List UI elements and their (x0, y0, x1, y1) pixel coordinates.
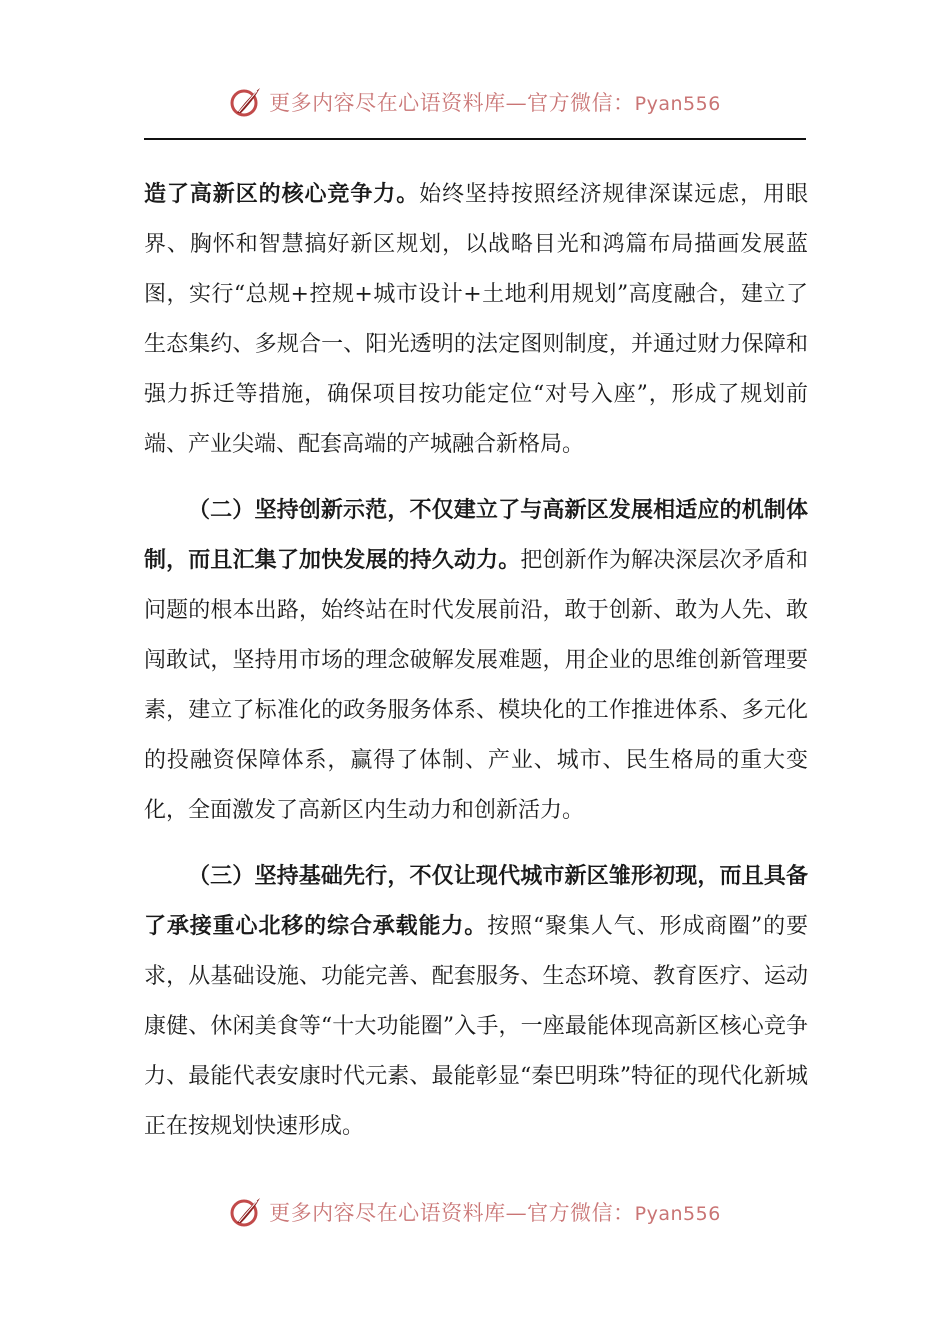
paragraph-3-text: 按照“聚集人气、形成商圈”的要求，从基础设施、功能完善、配套服务、生态环境、教育医疗、运动康健、休闲美食等“十大功能圈”入手，一座最能体现高新区核心竞争力、最能代表安康时代元素、最能彰显“秦巴明珠”特征的现代化新城正在按规划快速形成。 (144, 914, 808, 1139)
quill-logo-icon (229, 1195, 263, 1229)
paragraph-3-lead: （三）坚持基础先行，不仅让现代城市新区雏形初现，而且具备了承接重心北移的综合承载能力。 (144, 864, 808, 939)
footer-banner (0, 1192, 950, 1232)
paragraph-3 (144, 852, 808, 1152)
paragraph-2-text: 把创新作为解决深层次矛盾和问题的根本出路，始终站在时代发展前沿，敢于创新、敢为人先、敢闯敢试，坚持用市场的理念破解发展难题，用企业的思维创新管理要素，建立了标准化的政务服务体系、模块化的工作推进体系、多元化的投融资保障体系，赢得了体制、产业、城市、民生格局的重大变化，全面激发了高新区内生动力和创新活力。 (144, 548, 808, 823)
quill-logo-icon (229, 85, 263, 119)
header-banner (0, 82, 950, 122)
document-body (144, 170, 808, 1152)
footer-banner-text: 更多内容尽在心语资料库—官方微信：Pyan556 (269, 1201, 721, 1225)
paragraph-1 (144, 170, 808, 470)
paragraph-1-text: 始终坚持按照经济规律深谋远虑，用眼界、胸怀和智慧搞好新区规划，以战略目光和鸿篇布局描画发展蓝图，实行“总规+控规+城市设计+土地利用规划”高度融合，建立了生态集约、多规合一、阳光透明的法定图则制度，并通过财力保障和强力拆迁等措施，确保项目按功能定位“对号入座”，形成了规划前端、产业尖端、配套高端的产城融合新格局。 (144, 182, 808, 457)
header-banner-text: 更多内容尽在心语资料库—官方微信：Pyan556 (269, 91, 721, 115)
header-divider (144, 138, 806, 140)
paragraph-2 (144, 486, 808, 836)
paragraph-1-lead: 造了高新区的核心竞争力。 (144, 182, 420, 207)
paragraph-2-lead: （二）坚持创新示范，不仅建立了与高新区发展相适应的机制体制，而且汇集了加快发展的持久动力。 (144, 498, 808, 573)
